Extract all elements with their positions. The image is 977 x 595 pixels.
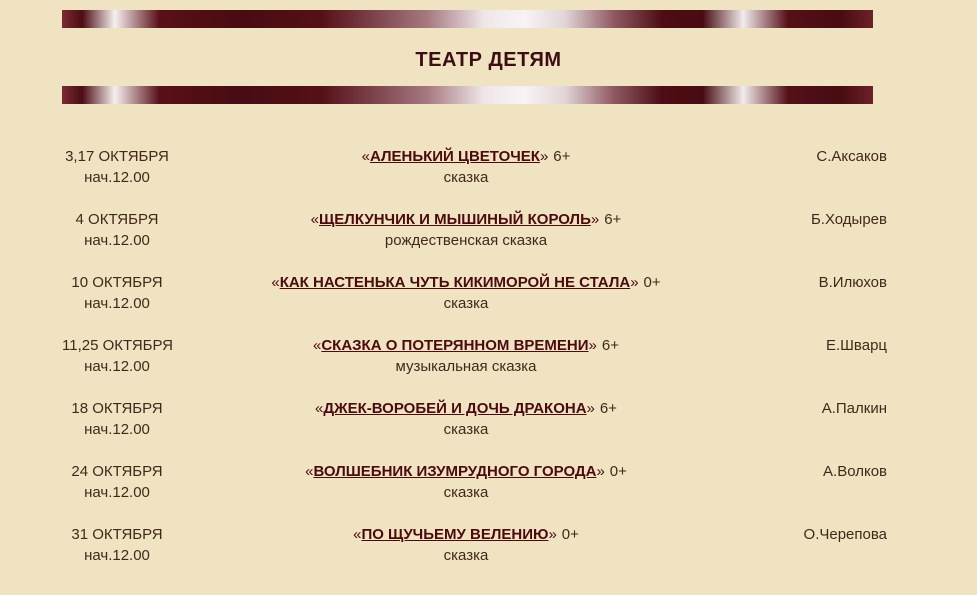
show-date-cell	[62, 398, 172, 440]
show-title-link[interactable]: ЩЕЛКУНЧИК И МЫШИНЫЙ КОРОЛЬ	[319, 211, 591, 228]
open-quote: «	[271, 274, 280, 291]
show-date-cell	[62, 272, 172, 314]
age-rating: 6+	[601, 337, 619, 354]
open-quote: «	[314, 400, 324, 417]
close-quote: »	[630, 274, 639, 291]
age-rating: 6+	[604, 211, 622, 228]
show-date: 31 ОКТЯБРЯ	[71, 526, 163, 543]
show-time: нач.12.00	[84, 358, 150, 375]
show-main-cell	[172, 335, 760, 377]
show-date-cell	[62, 461, 172, 503]
show-time: нач.12.00	[84, 421, 150, 438]
show-genre: сказка	[443, 295, 489, 312]
show-genre: музыкальная сказка	[395, 358, 537, 375]
show-genre: сказка	[443, 484, 489, 501]
show-title-link[interactable]: АЛЕНЬКИЙ ЦВЕТОЧЕК	[369, 148, 540, 165]
show-date: 10 ОКТЯБРЯ	[71, 274, 163, 291]
show-time: нач.12.00	[84, 169, 150, 186]
show-row	[62, 335, 905, 377]
open-quote: «	[361, 148, 370, 165]
show-date: 18 ОКТЯБРЯ	[71, 400, 163, 417]
show-title-line	[172, 209, 760, 230]
show-title-link[interactable]: ДЖЕК-ВОРОБЕЙ И ДОЧЬ ДРАКОНА	[323, 400, 587, 417]
show-title-link[interactable]: СКАЗКА О ПОТЕРЯННОМ ВРЕМЕНИ	[321, 337, 589, 354]
show-author: Е.Шварц	[826, 337, 887, 354]
close-quote: »	[590, 211, 600, 228]
show-title-line	[172, 146, 760, 167]
show-title-link[interactable]: ПО ЩУЧЬЕМУ ВЕЛЕНИЮ	[361, 526, 549, 543]
show-genre: сказка	[443, 547, 489, 564]
show-genre: сказка	[443, 169, 489, 186]
show-date: 3,17 ОКТЯБРЯ	[65, 148, 169, 165]
show-time: нач.12.00	[84, 232, 150, 249]
show-title-line	[172, 272, 760, 293]
show-row	[62, 272, 905, 314]
show-row	[62, 524, 905, 566]
show-author: В.Илюхов	[818, 274, 887, 291]
show-title-link[interactable]: КАК НАСТЕНЬКА ЧУТЬ КИКИМОРОЙ НЕ СТАЛА	[279, 274, 631, 291]
show-date-cell	[62, 524, 172, 566]
close-quote: »	[588, 337, 597, 354]
show-main-cell	[172, 524, 760, 566]
open-quote: «	[353, 526, 362, 543]
show-main-cell	[172, 146, 760, 188]
show-main-cell	[172, 398, 760, 440]
close-quote: »	[539, 148, 549, 165]
age-rating: 6+	[599, 400, 617, 417]
show-title-line	[172, 461, 760, 482]
show-main-cell	[172, 272, 760, 314]
open-quote: «	[310, 211, 320, 228]
age-rating: 0+	[609, 463, 627, 480]
show-main-cell	[172, 209, 760, 251]
show-author: А.Палкин	[821, 400, 887, 417]
show-time: нач.12.00	[84, 295, 150, 312]
show-genre: сказка	[443, 421, 489, 438]
show-title-line	[172, 524, 760, 545]
show-row	[62, 209, 905, 251]
show-main-cell	[172, 461, 760, 503]
age-rating: 6+	[553, 148, 571, 165]
show-author: Б.Ходырев	[810, 211, 887, 228]
show-date-cell	[62, 146, 172, 188]
show-row	[62, 398, 905, 440]
close-quote: »	[586, 400, 595, 417]
schedule-list	[62, 146, 905, 566]
age-rating: 0+	[643, 274, 661, 291]
show-date: 11,25 ОКТЯБРЯ	[62, 337, 174, 354]
close-quote: »	[548, 526, 557, 543]
show-title-line	[172, 398, 760, 419]
open-quote: «	[313, 337, 322, 354]
show-genre: рождественская сказка	[384, 232, 548, 249]
show-row	[62, 461, 905, 503]
age-rating: 0+	[561, 526, 579, 543]
show-time: нач.12.00	[84, 484, 150, 501]
show-row	[62, 146, 905, 188]
show-date-cell	[62, 335, 172, 377]
show-date: 4 ОКТЯБРЯ	[75, 211, 159, 228]
show-author: А.Волков	[823, 463, 887, 480]
show-date-cell	[62, 209, 172, 251]
open-quote: «	[305, 463, 314, 480]
show-title-link[interactable]: ВОЛШЕБНИК ИЗУМРУДНОГО ГОРОДА	[313, 463, 597, 480]
gradient-bar-top	[62, 10, 873, 28]
gradient-bar-bottom	[62, 86, 873, 104]
page-title: ТЕАТР ДЕТЯМ	[415, 49, 562, 71]
show-title-line	[172, 335, 760, 356]
show-author: О.Черепова	[803, 526, 887, 543]
show-date: 24 ОКТЯБРЯ	[71, 463, 163, 480]
show-time: нач.12.00	[84, 547, 150, 564]
show-author: С.Аксаков	[816, 148, 887, 165]
close-quote: »	[596, 463, 605, 480]
